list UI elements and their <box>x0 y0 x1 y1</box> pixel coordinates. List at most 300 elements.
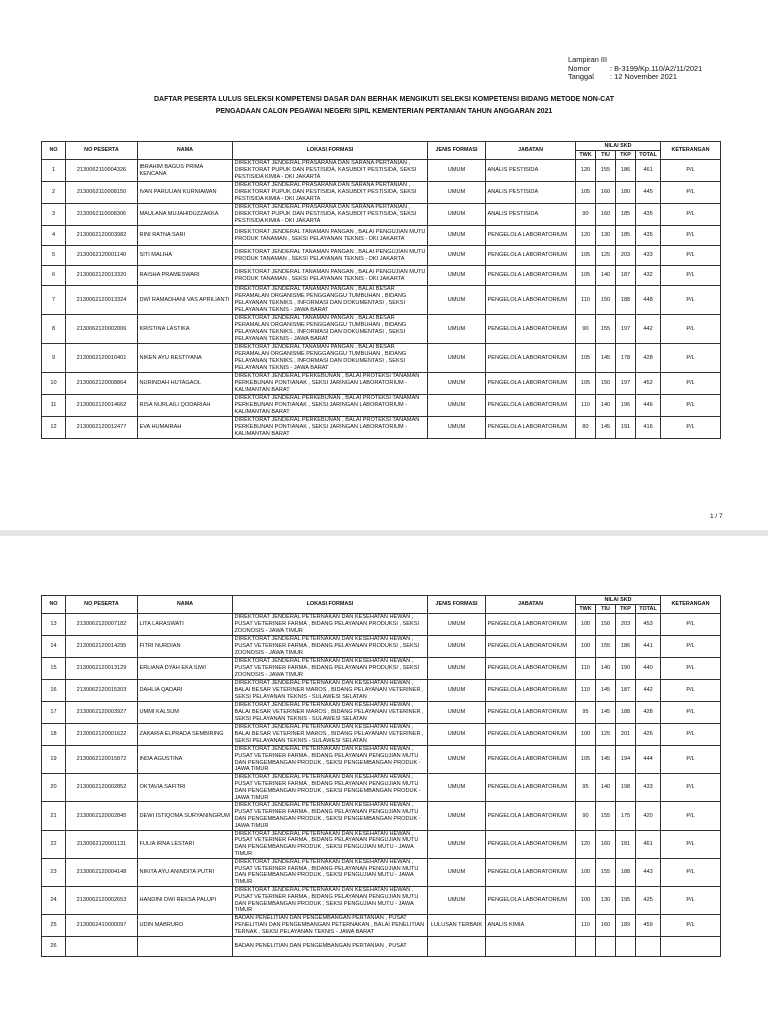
cell-tkp: 201 <box>616 724 636 746</box>
cell-nama: UDIN MABRURO <box>138 915 233 937</box>
cell-twk: 105 <box>576 266 596 286</box>
cell-keterangan: P/L <box>661 266 721 286</box>
nomor-label: Nomor <box>568 63 591 73</box>
cell-no-peserta: 2130062110008150 <box>66 182 138 204</box>
cell-twk: 110 <box>576 395 596 417</box>
cell-no: 12 <box>42 417 66 439</box>
cell-twk: 105 <box>576 182 596 204</box>
cell-twk: 105 <box>576 246 596 266</box>
table-row <box>42 344 721 373</box>
cell-tiu: 145 <box>596 702 616 724</box>
cell-keterangan: P/L <box>661 724 721 746</box>
cell-jenis: UMUM <box>428 658 486 680</box>
cell-total: 445 <box>636 182 661 204</box>
cell-keterangan: P/L <box>661 417 721 439</box>
cell-twk: 100 <box>576 614 596 636</box>
cell-no: 23 <box>42 858 66 886</box>
cell-tiu: 150 <box>596 614 616 636</box>
cell-jabatan: PENGELOLA LABORATORIUM <box>486 746 576 774</box>
cell-tkp: 203 <box>616 614 636 636</box>
col-no: NO <box>42 142 66 160</box>
cell-jenis: UMUM <box>428 286 486 315</box>
cell-nama: NIKITA AYU ANINDITA PUTRI <box>138 858 233 886</box>
cell-jabatan: PENGELOLA LABORATORIUM <box>486 680 576 702</box>
cell-no-peserta: 2130062120013320 <box>66 266 138 286</box>
cell-twk: 105 <box>576 373 596 395</box>
table-row <box>42 886 721 914</box>
cell-jabatan: PENGELOLA LABORATORIUM <box>486 802 576 830</box>
cell-no: 17 <box>42 702 66 724</box>
cell-keterangan: P/L <box>661 886 721 914</box>
cell-tiu: 130 <box>596 226 616 246</box>
col-tiu: TIU <box>596 605 616 614</box>
cell-no: 25 <box>42 915 66 937</box>
cell-no-peserta: 2130062110008306 <box>66 204 138 226</box>
cell-nama: SITI MALIHA <box>138 246 233 266</box>
cell-no: 7 <box>42 286 66 315</box>
cell-lokasi: DIREKTORAT JENDERAL PETERNAKAN DAN KESEHATAN HEWAN , PUSAT VETERINER FARMA , BIDANG PELAYANAN PENGUJIAN MUTU DAN PENGEMBANGAN PRODUK , SEKSI PENGUJIAN MUTU - JAWA TIMUR <box>233 858 428 886</box>
cell-lokasi: BADAN PENELITIAN DAN PENGEMBANGAN PERTANIAN , PUSAT PENELITIAN DAN PENGEMBANGAN PETERNAKAN , BALAI PENELITIAN TERNAK , SEKSI PELAYANAN TEKNIS - JAWA BARAT <box>233 915 428 937</box>
cell-lokasi: DIREKTORAT JENDERAL TANAMAN PANGAN , BALAI PENGUJIAN MUTU PRODUK TANAMAN , SEKSI PELAYANAN TEKNIS - DKI JAKARTA <box>233 266 428 286</box>
table-row <box>42 266 721 286</box>
tanggal-label: Tanggal <box>568 72 594 81</box>
table-row <box>42 702 721 724</box>
cell-lokasi: DIREKTORAT JENDERAL PERKEBUNAN , BALAI PROTEKSI TANAMAN PERKEBUNAN PONTIANAK , SEKSI JARINGAN LABORATORIUM - KALIMANTAN BARAT <box>233 417 428 439</box>
table-row <box>42 937 721 957</box>
table-row <box>42 802 721 830</box>
cell-tiu: 160 <box>596 915 616 937</box>
table-row <box>42 774 721 802</box>
cell-twk: 105 <box>576 746 596 774</box>
cell-tkp: 186 <box>616 636 636 658</box>
cell-tiu: 140 <box>596 266 616 286</box>
cell-twk: 105 <box>576 344 596 373</box>
cell-jenis: UMUM <box>428 373 486 395</box>
cell-jenis: UMUM <box>428 395 486 417</box>
cell-tiu: 155 <box>596 160 616 182</box>
cell-keterangan: P/L <box>661 830 721 858</box>
cell-jabatan: PENGELOLA LABORATORIUM <box>486 226 576 246</box>
cell-lokasi: DIREKTORAT JENDERAL PETERNAKAN DAN KESEHATAN HEWAN , PUSAT VETERINER FARMA , BIDANG PELAYANAN PRODUKSI , SEKSI ZOONOSIS - JAWA TIMUR <box>233 614 428 636</box>
cell-no-peserta: 2130062120010401 <box>66 344 138 373</box>
table-row <box>42 226 721 246</box>
cell-no-peserta <box>66 937 138 957</box>
col-jenis: JENIS FORMASI <box>428 596 486 614</box>
cell-twk: 120 <box>576 830 596 858</box>
cell-no-peserta: 2130062120004148 <box>66 858 138 886</box>
cell-lokasi: DIREKTORAT JENDERAL PETERNAKAN DAN KESEHATAN HEWAN , PUSAT VETERINER FARMA , BIDANG PELAYANAN PRODUKSI , SEKSI ZOONOSIS - JAWA TIMUR <box>233 658 428 680</box>
table-row <box>42 373 721 395</box>
cell-tkp: 187 <box>616 680 636 702</box>
cell-nama: FULIA IRNA LESTARI <box>138 830 233 858</box>
cell-tkp: 198 <box>616 774 636 802</box>
cell-no: 16 <box>42 680 66 702</box>
cell-jenis <box>428 937 486 957</box>
cell-tkp: 194 <box>616 746 636 774</box>
cell-tiu: 140 <box>596 774 616 802</box>
cell-keterangan <box>661 937 721 957</box>
cell-total: 433 <box>636 774 661 802</box>
cell-twk: 90 <box>576 315 596 344</box>
cell-tiu: 145 <box>596 417 616 439</box>
cell-twk: 120 <box>576 226 596 246</box>
page-number: 1 / 7 <box>710 513 723 520</box>
cell-nama: IBRAHIM BAGUS PRIMA KENCANA <box>138 160 233 182</box>
cell-tkp: 186 <box>616 160 636 182</box>
cell-jabatan: PENGELOLA LABORATORIUM <box>486 830 576 858</box>
cell-no: 11 <box>42 395 66 417</box>
cell-total: 416 <box>636 417 661 439</box>
cell-jenis: UMUM <box>428 182 486 204</box>
cell-jenis: UMUM <box>428 315 486 344</box>
table-row <box>42 746 721 774</box>
participants-table-page2 <box>41 595 721 957</box>
cell-tiu: 160 <box>596 182 616 204</box>
cell-total: 446 <box>636 395 661 417</box>
col-nama: NAMA <box>138 142 233 160</box>
cell-jenis: UMUM <box>428 858 486 886</box>
cell-jabatan: ANALIS PESTISIDA <box>486 182 576 204</box>
cell-tiu: 160 <box>596 204 616 226</box>
cell-keterangan: P/L <box>661 226 721 246</box>
cell-jabatan: PENGELOLA LABORATORIUM <box>486 702 576 724</box>
cell-tkp: 188 <box>616 702 636 724</box>
cell-tkp: 185 <box>616 204 636 226</box>
cell-tkp: 190 <box>616 658 636 680</box>
cell-nama: UMMI KALSUM <box>138 702 233 724</box>
lampiran-label: Lampiran III <box>568 55 608 64</box>
col-nama: NAMA <box>138 596 233 614</box>
cell-no: 19 <box>42 746 66 774</box>
tanggal-row <box>568 73 702 82</box>
cell-twk: 110 <box>576 680 596 702</box>
cell-keterangan: P/L <box>661 746 721 774</box>
table-row <box>42 636 721 658</box>
cell-no-peserta: 2130062120002006 <box>66 315 138 344</box>
cell-keterangan: P/L <box>661 315 721 344</box>
cell-tiu <box>596 937 616 957</box>
cell-lokasi: DIREKTORAT JENDERAL PRASARANA DAN SARANA PERTANIAN , DIREKTORAT PUPUK DAN PESTISIDA, KASUBDIT PESTISIDA, SEKSI PESTISIDA KIMIA - DKI JAKARTA <box>233 182 428 204</box>
cell-no: 22 <box>42 830 66 858</box>
cell-twk: 110 <box>576 286 596 315</box>
cell-nama: RISA NURLAILI QODARIAH <box>138 395 233 417</box>
cell-tiu: 130 <box>596 886 616 914</box>
cell-jabatan: PENGELOLA LABORATORIUM <box>486 344 576 373</box>
cell-total: 442 <box>636 315 661 344</box>
table-row <box>42 915 721 937</box>
cell-no: 9 <box>42 344 66 373</box>
cell-no-peserta: 2130062120002653 <box>66 886 138 914</box>
cell-no-peserta: 2130062120014662 <box>66 395 138 417</box>
cell-nama: NIKEN AYU RESTIYANA <box>138 344 233 373</box>
col-keterangan: KETERANGAN <box>661 596 721 614</box>
cell-no: 18 <box>42 724 66 746</box>
cell-tkp: 187 <box>616 266 636 286</box>
cell-no-peserta: 2130062120003927 <box>66 702 138 724</box>
cell-lokasi: DIREKTORAT JENDERAL PETERNAKAN DAN KESEHATAN HEWAN , BALAI BESAR VETERINER MAROS , BIDANG PELAYANAN VETERINER , SEKSI PELAYANAN TEKNIS - SULAWESI SELATAN <box>233 724 428 746</box>
cell-total: 425 <box>636 886 661 914</box>
cell-twk <box>576 937 596 957</box>
lampiran-block <box>568 56 702 82</box>
cell-total: 440 <box>636 658 661 680</box>
cell-tkp: 180 <box>616 182 636 204</box>
cell-tkp: 191 <box>616 417 636 439</box>
document-title-line1: DAFTAR PESERTA LULUS SELEKSI KOMPETENSI DASAR DAN BERHAK MENGIKUTI SELEKSI KOMPETENSI BIDANG METODE NON-CAT <box>153 96 615 103</box>
cell-jenis: UMUM <box>428 702 486 724</box>
cell-tiu: 155 <box>596 636 616 658</box>
cell-no-peserta: 2130062120015872 <box>66 746 138 774</box>
cell-jabatan: PENGELOLA LABORATORIUM <box>486 395 576 417</box>
cell-no-peserta: 2130062120001131 <box>66 830 138 858</box>
cell-total: 433 <box>636 246 661 266</box>
cell-lokasi: DIREKTORAT JENDERAL TANAMAN PANGAN , BALAI BESAR PERAMALAN ORGANISME PENGGANGGU TUMBUHAN , BIDANG PELAYANAN TEKNIKS , INFORMASI DAN DOKUMENTASI , SEKSI PELAYANAN TEKNIS - JAWA BARAT <box>233 286 428 315</box>
col-tiu: TIU <box>596 151 616 160</box>
cell-no-peserta: 2130062120007182 <box>66 614 138 636</box>
col-jenis: JENIS FORMASI <box>428 142 486 160</box>
cell-no-peserta: 2130062120008864 <box>66 373 138 395</box>
cell-jenis: UMUM <box>428 774 486 802</box>
cell-twk: 95 <box>576 702 596 724</box>
cell-nama: OKTAVIA SAFITRI <box>138 774 233 802</box>
cell-twk: 90 <box>576 802 596 830</box>
cell-no: 13 <box>42 614 66 636</box>
cell-no: 24 <box>42 886 66 914</box>
cell-no: 8 <box>42 315 66 344</box>
cell-nama: INDA AGUSTINA <box>138 746 233 774</box>
cell-jabatan: PENGELOLA LABORATORIUM <box>486 373 576 395</box>
table-row <box>42 182 721 204</box>
cell-jabatan: PENGELOLA LABORATORIUM <box>486 724 576 746</box>
col-twk: TWK <box>576 151 596 160</box>
col-lokasi: LOKASI FORMASI <box>233 142 428 160</box>
cell-no-peserta: 2130062120002852 <box>66 774 138 802</box>
cell-jabatan: PENGELOLA LABORATORIUM <box>486 417 576 439</box>
cell-tkp: 185 <box>616 226 636 246</box>
cell-tkp: 189 <box>616 915 636 937</box>
cell-keterangan: P/L <box>661 636 721 658</box>
cell-jenis: UMUM <box>428 614 486 636</box>
cell-no: 14 <box>42 636 66 658</box>
cell-no: 4 <box>42 226 66 246</box>
cell-lokasi: DIREKTORAT JENDERAL TANAMAN PANGAN , BALAI BESAR PERAMALAN ORGANISME PENGGANGGU TUMBUHAN , BIDANG PELAYANAN TEKNIKS , INFORMASI DAN DOKUMENTASI , SEKSI PELAYANAN TEKNIS - JAWA BARAT <box>233 344 428 373</box>
cell-twk: 95 <box>576 774 596 802</box>
cell-jenis: UMUM <box>428 886 486 914</box>
cell-total: 452 <box>636 373 661 395</box>
col-nilai-skd: NILAI SKD <box>576 142 661 151</box>
cell-nama: RAISHA PRAMESWARI <box>138 266 233 286</box>
col-tkp: TKP <box>616 151 636 160</box>
cell-lokasi: DIREKTORAT JENDERAL PETERNAKAN DAN KESEHATAN HEWAN , PUSAT VETERINER FARMA , BIDANG PELAYANAN PENGUJIAN MUTU DAN PENGEMBANGAN PRODUK , SEKSI PENGEMBANGAN PRODUK - JAWA TIMUR <box>233 746 428 774</box>
cell-nama: KRISTINA LASTIKA <box>138 315 233 344</box>
table-row <box>42 160 721 182</box>
cell-lokasi: DIREKTORAT JENDERAL PRASARANA DAN SARANA PERTANIAN , DIREKTORAT PUPUK DAN PESTISIDA, KASUBDIT PESTISIDA, SEKSI PESTISIDA KIMIA - DKI JAKARTA <box>233 204 428 226</box>
cell-tkp: 178 <box>616 344 636 373</box>
cell-twk: 80 <box>576 417 596 439</box>
cell-nama: FITRI NURDIAN <box>138 636 233 658</box>
cell-tkp: 195 <box>616 886 636 914</box>
table-row <box>42 286 721 315</box>
cell-jenis: UMUM <box>428 680 486 702</box>
document-title-line2: PENGADAAN CALON PEGAWAI NEGERI SIPIL KEMENTERIAN PERTANIAN TAHUN ANGGARAN 2021 <box>215 108 553 115</box>
cell-tkp: 196 <box>616 395 636 417</box>
col-twk: TWK <box>576 605 596 614</box>
cell-jabatan: PENGELOLA LABORATORIUM <box>486 286 576 315</box>
cell-tkp: 181 <box>616 830 636 858</box>
table-row <box>42 204 721 226</box>
cell-jenis: UMUM <box>428 204 486 226</box>
table-row <box>42 724 721 746</box>
cell-nama: ZAKARIA ELPRADA SEMBIRING <box>138 724 233 746</box>
cell-tiu: 155 <box>596 315 616 344</box>
cell-jenis: UMUM <box>428 266 486 286</box>
cell-jabatan <box>486 937 576 957</box>
cell-tkp: 197 <box>616 315 636 344</box>
cell-nama: IVAN PARULIAN KURNIAWAN <box>138 182 233 204</box>
cell-total: 453 <box>636 614 661 636</box>
cell-tkp <box>616 937 636 957</box>
col-tkp: TKP <box>616 605 636 614</box>
cell-no-peserta: 2130062120013324 <box>66 286 138 315</box>
cell-keterangan: P/L <box>661 702 721 724</box>
cell-twk: 100 <box>576 886 596 914</box>
cell-keterangan: P/L <box>661 395 721 417</box>
table-body-page2 <box>42 614 721 957</box>
cell-tkp: 188 <box>616 286 636 315</box>
cell-tkp: 197 <box>616 373 636 395</box>
cell-tiu: 145 <box>596 746 616 774</box>
cell-no-peserta: 2130062120002845 <box>66 802 138 830</box>
cell-nama: EVA HUMAIRAH <box>138 417 233 439</box>
cell-total: 432 <box>636 266 661 286</box>
cell-jenis: UMUM <box>428 417 486 439</box>
cell-no: 1 <box>42 160 66 182</box>
table-row <box>42 246 721 266</box>
cell-total: 420 <box>636 802 661 830</box>
cell-total: 428 <box>636 344 661 373</box>
cell-tkp: 175 <box>616 802 636 830</box>
cell-keterangan: P/L <box>661 614 721 636</box>
cell-total: 442 <box>636 680 661 702</box>
cell-lokasi: DIREKTORAT JENDERAL PRASARANA DAN SARANA PERTANIAN , DIREKTORAT PUPUK DAN PESTISIDA, KASUBDIT PESTISIDA, SEKSI PESTISIDA KIMIA - DKI JAKARTA <box>233 160 428 182</box>
cell-keterangan: P/L <box>661 286 721 315</box>
cell-lokasi: DIREKTORAT JENDERAL PETERNAKAN DAN KESEHATAN HEWAN , PUSAT VETERINER FARMA , BIDANG PELAYANAN PRODUKSI , SEKSI ZOONOSIS - JAWA TIMUR <box>233 636 428 658</box>
cell-keterangan: P/L <box>661 915 721 937</box>
cell-keterangan: P/L <box>661 858 721 886</box>
cell-jenis: UMUM <box>428 636 486 658</box>
table-header-row <box>42 596 721 605</box>
table-row <box>42 417 721 439</box>
cell-no: 5 <box>42 246 66 266</box>
cell-lokasi: DIREKTORAT JENDERAL PETERNAKAN DAN KESEHATAN HEWAN , BALAI BESAR VETERINER MAROS , BIDANG PELAYANAN VETERINER , SEKSI PELAYANAN TEKNIS - SULAWESI SELATAN <box>233 680 428 702</box>
cell-no: 3 <box>42 204 66 226</box>
cell-twk: 110 <box>576 658 596 680</box>
cell-twk: 100 <box>576 636 596 658</box>
cell-jenis: UMUM <box>428 830 486 858</box>
cell-total <box>636 937 661 957</box>
cell-total: 459 <box>636 915 661 937</box>
cell-keterangan: P/L <box>661 246 721 266</box>
cell-nama: DAHLIA QADARI <box>138 680 233 702</box>
cell-keterangan: P/L <box>661 182 721 204</box>
cell-twk: 110 <box>576 915 596 937</box>
cell-jabatan: ANALIS PESTISIDA <box>486 204 576 226</box>
table-row <box>42 680 721 702</box>
nomor-value: : B-3199/Kp.110/A2/11/2021 <box>610 63 703 73</box>
cell-no-peserta: 2130062120001622 <box>66 724 138 746</box>
col-total: TOTAL <box>636 151 661 160</box>
col-jabatan: JABATAN <box>486 596 576 614</box>
cell-jabatan: PENGELOLA LABORATORIUM <box>486 858 576 886</box>
cell-tiu: 140 <box>596 395 616 417</box>
cell-lokasi: DIREKTORAT JENDERAL PERKEBUNAN , BALAI PROTEKSI TANAMAN PERKEBUNAN PONTIANAK , SEKSI JARINGAN LABORATORIUM - KALIMANTAN BARAT <box>233 373 428 395</box>
cell-no-peserta: 2130062120013129 <box>66 658 138 680</box>
cell-keterangan: P/L <box>661 774 721 802</box>
cell-total: 461 <box>636 830 661 858</box>
col-no: NO <box>42 596 66 614</box>
cell-nama: HANDINI DWI REKSA PALUPI <box>138 886 233 914</box>
cell-no-peserta: 2130062120014295 <box>66 636 138 658</box>
col-total: TOTAL <box>636 605 661 614</box>
cell-jenis: UMUM <box>428 160 486 182</box>
cell-nama: RINI RATNA SARI <box>138 226 233 246</box>
table-row <box>42 315 721 344</box>
col-jabatan: JABATAN <box>486 142 576 160</box>
cell-no-peserta: 2130062410000097 <box>66 915 138 937</box>
cell-jabatan: PENGELOLA LABORATORIUM <box>486 636 576 658</box>
cell-jabatan: PENGELOLA LABORATORIUM <box>486 246 576 266</box>
cell-total: 428 <box>636 702 661 724</box>
col-lokasi: LOKASI FORMASI <box>233 596 428 614</box>
table-row <box>42 395 721 417</box>
cell-no-peserta: 2130062120003982 <box>66 226 138 246</box>
cell-nama <box>138 937 233 957</box>
cell-nama: DWI RAMADHANI VAS APRILIANTI <box>138 286 233 315</box>
col-no-peserta: NO PESERTA <box>66 142 138 160</box>
cell-lokasi: DIREKTORAT JENDERAL TANAMAN PANGAN , BALAI BESAR PERAMALAN ORGANISME PENGGANGGU TUMBUHAN , BIDANG PELAYANAN TEKNIKS , INFORMASI DAN DOKUMENTASI , SEKSI PELAYANAN TEKNIS - JAWA BARAT <box>233 315 428 344</box>
cell-keterangan: P/L <box>661 658 721 680</box>
participants-table-page1 <box>41 141 721 439</box>
cell-tiu: 125 <box>596 724 616 746</box>
cell-lokasi: BADAN PENELITIAN DAN PENGEMBANGAN PERTANIAN , PUSAT <box>233 937 428 957</box>
cell-twk: 90 <box>576 204 596 226</box>
cell-lokasi: DIREKTORAT JENDERAL PETERNAKAN DAN KESEHATAN HEWAN , BALAI BESAR VETERINER MAROS , BIDANG PELAYANAN VETERINER , SEKSI PELAYANAN TEKNIS - SULAWESI SELATAN <box>233 702 428 724</box>
cell-tkp: 203 <box>616 246 636 266</box>
table-row <box>42 830 721 858</box>
cell-keterangan: P/L <box>661 373 721 395</box>
table-header-row <box>42 142 721 151</box>
cell-total: 426 <box>636 724 661 746</box>
cell-lokasi: DIREKTORAT JENDERAL PERKEBUNAN , BALAI PROTEKSI TANAMAN PERKEBUNAN PONTIANAK , SEKSI JARINGAN LABORATORIUM - KALIMANTAN BARAT <box>233 395 428 417</box>
cell-twk: 100 <box>576 858 596 886</box>
cell-lokasi: DIREKTORAT JENDERAL TANAMAN PANGAN , BALAI PENGUJIAN MUTU PRODUK TANAMAN , SEKSI PELAYANAN TEKNIS - DKI JAKARTA <box>233 226 428 246</box>
cell-jabatan: PENGELOLA LABORATORIUM <box>486 886 576 914</box>
cell-nama: DEWI ISTIQOMA SURYANINGRUM <box>138 802 233 830</box>
cell-lokasi: DIREKTORAT JENDERAL PETERNAKAN DAN KESEHATAN HEWAN , PUSAT VETERINER FARMA , BIDANG PELAYANAN PENGUJIAN MUTU DAN PENGEMBANGAN PRODUK , SEKSI PENGEMBANGAN PRODUK - JAWA TIMUR <box>233 774 428 802</box>
cell-tiu: 125 <box>596 246 616 266</box>
cell-tiu: 150 <box>596 286 616 315</box>
cell-nama: NURINDAH HUTAGAOL <box>138 373 233 395</box>
cell-total: 441 <box>636 636 661 658</box>
table-row <box>42 658 721 680</box>
cell-jenis: UMUM <box>428 724 486 746</box>
cell-no: 15 <box>42 658 66 680</box>
cell-total: 435 <box>636 226 661 246</box>
cell-tiu: 155 <box>596 802 616 830</box>
cell-keterangan: P/L <box>661 680 721 702</box>
cell-no-peserta: 2130062110004326 <box>66 160 138 182</box>
cell-no-peserta: 2130062120001140 <box>66 246 138 266</box>
cell-no: 2 <box>42 182 66 204</box>
